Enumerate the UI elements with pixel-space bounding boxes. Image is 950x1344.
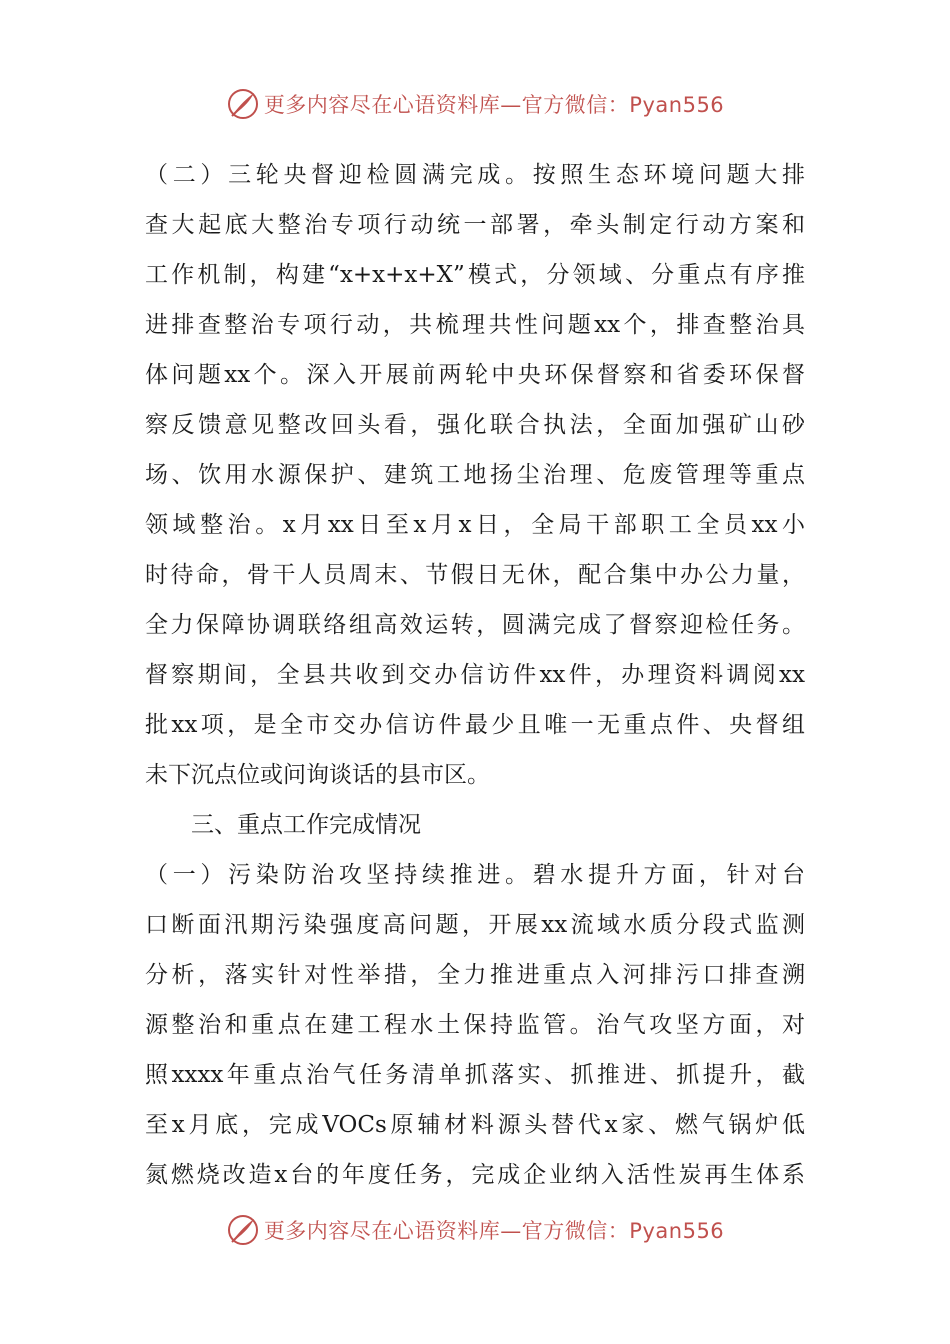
text-line: （二）三轮央督迎检圆满完成。按照生态环境问题大排 bbox=[145, 162, 805, 188]
text-line: 察反馈意见整改回头看，强化联合执法，全面加强矿山砂 bbox=[145, 412, 805, 438]
text-line: 领域整治。x月xx日至x月x日，全局干部职工全员xx小 bbox=[145, 512, 805, 538]
section-heading bbox=[145, 800, 805, 850]
text-line: 至x月底，完成VOCs原辅材料源头替代x家、燃气锅炉低 bbox=[145, 1112, 805, 1138]
text-line: 工作机制，构建“x+x+x+X”模式，分领域、分重点有序推 bbox=[145, 262, 805, 288]
text-line: 督察期间，全县共收到交办信访件xx件，办理资料调阅xx bbox=[145, 662, 805, 688]
text-line: （一）污染防治攻坚持续推进。碧水提升方面，针对台 bbox=[145, 862, 805, 888]
text-line: 氮燃烧改造x台的年度任务，完成企业纳入活性炭再生体系 bbox=[145, 1162, 805, 1188]
paragraph-1 bbox=[145, 150, 805, 800]
text-line: 分析，落实针对性举措，全力推进重点入河排污口排查溯 bbox=[145, 962, 805, 988]
text-line: 时待命，骨干人员周末、节假日无休，配合集中办公力量， bbox=[145, 562, 805, 588]
text-line: 查大起底大整治专项行动统一部署，牵头制定行动方案和 bbox=[145, 212, 805, 238]
banner-text: 更多内容尽在心语资料库—官方微信：Pyan556 bbox=[263, 93, 725, 117]
paragraph-2 bbox=[145, 850, 805, 1200]
text-line: 源整治和重点在建工程水土保持监管。治气攻坚方面，对 bbox=[145, 1012, 805, 1038]
text-line: 全力保障协调联络组高效运转，圆满完成了督察迎检任务。 bbox=[145, 612, 805, 638]
footer-banner bbox=[0, 1210, 950, 1250]
text-line: 未下沉点位或问询谈话的县市区。 bbox=[145, 762, 490, 788]
heading-text: 三、重点工作完成情况 bbox=[191, 812, 421, 838]
text-line: 口断面汛期污染强度高问题，开展xx流域水质分段式监测 bbox=[145, 912, 805, 938]
text-line: 场、饮用水源保护、建筑工地扬尘治理、危废管理等重点 bbox=[145, 462, 805, 488]
quill-logo-icon bbox=[226, 1213, 260, 1247]
text-line: 照xxxx年重点治气任务清单抓落实、抓推进、抓提升，截 bbox=[145, 1062, 805, 1088]
document-body bbox=[145, 150, 805, 1200]
text-line: 体问题xx个。深入开展前两轮中央环保督察和省委环保督 bbox=[145, 362, 805, 388]
quill-logo-icon bbox=[226, 87, 260, 121]
header-banner bbox=[0, 84, 950, 124]
banner-text: 更多内容尽在心语资料库—官方微信：Pyan556 bbox=[263, 1219, 725, 1243]
text-line: 批xx项，是全市交办信访件最少且唯一无重点件、央督组 bbox=[145, 712, 805, 738]
text-line: 进排查整治专项行动，共梳理共性问题xx个，排查整治具 bbox=[145, 312, 805, 338]
